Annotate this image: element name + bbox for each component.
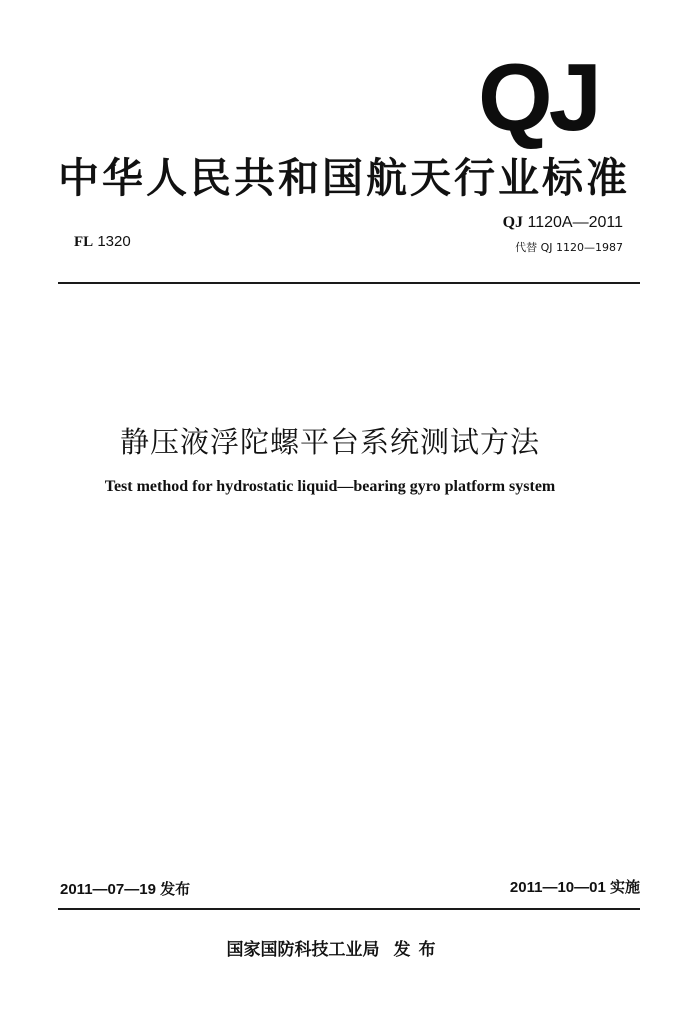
replaces-note: 代替 QJ 1120—1987 [515,241,623,254]
classification-number: 1320 [97,233,131,250]
classification-code [74,233,131,251]
issue-date: 2011—07—19 发布 [60,881,191,898]
classification-prefix: FL [74,234,94,250]
standard-number-prefix: QJ [502,214,524,231]
publisher-name: 国家国防科技工业局 [226,940,380,960]
bottom-divider [58,908,640,910]
standard-title: 中华人民共和国航天行业标准 [58,154,630,202]
implementation-date: 2011—10—01 实施 [509,879,640,896]
standard-number [503,214,623,232]
publisher-line [0,935,700,960]
publisher-action: 发布 [393,940,444,960]
standard-number-code: 1120A—2011 [527,214,623,231]
document-title-english: Test method for hydrostatic liquid—bearing gyro platform system [104,478,556,495]
qj-logo: QJ [478,44,599,151]
document-title-chinese: 静压液浮陀螺平台系统测试方法 [119,425,540,459]
top-divider [58,282,640,284]
